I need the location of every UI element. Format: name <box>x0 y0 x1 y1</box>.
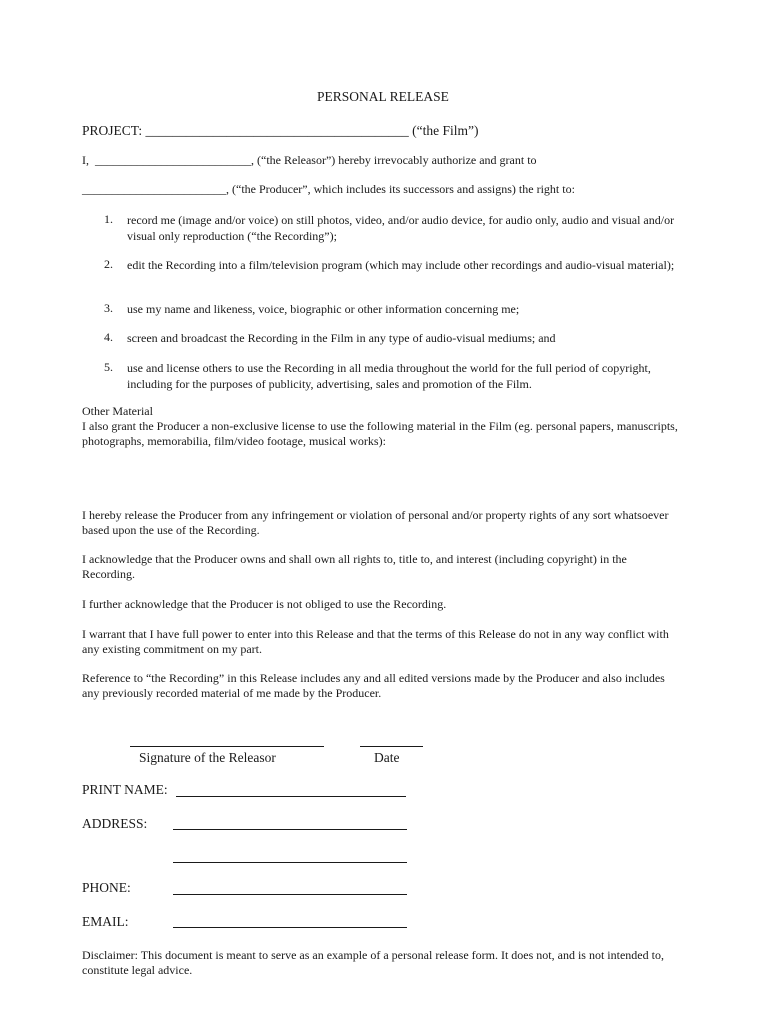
producer-blank[interactable]: ________________________ <box>82 182 226 196</box>
obligation-paragraph: I further acknowledge that the Producer is not obliged to use the Recording. <box>82 597 447 611</box>
disclaimer: Disclaimer: This document is meant to serve as an example of a personal release form. It does not, and is not intended to, constitute legal advice. <box>82 948 664 977</box>
list-item: use my name and likeness, voice, biographic or other information concerning me; <box>127 302 520 316</box>
project-suffix: (“the Film”) <box>412 123 479 138</box>
producer-suffix: , (“the Producer”, which includes its successors and assigns) the right to: <box>226 182 575 196</box>
warranty-paragraph: I warrant that I have full power to enter into this Release and that the terms of this Release do not in any way conflict with any existing commitment on my part. <box>82 627 669 656</box>
list-item-number: 4. <box>104 330 113 344</box>
email-field[interactable] <box>173 927 407 928</box>
other-material-text: I also grant the Producer a non-exclusive license to use the following material in the Film (eg. personal papers, manuscripts, photographs, memorabilia, film/video footage, musical works): <box>82 419 678 448</box>
phone-field[interactable] <box>173 894 407 895</box>
ownership-paragraph: I acknowledge that the Producer owns and shall own all rights to, title to, and interest (including copyright) in the Recording. <box>82 552 627 581</box>
releasor-suffix: , (“the Releasor”) hereby irrevocably authorize and grant to <box>251 153 537 167</box>
reference-paragraph: Reference to “the Recording” in this Release includes any and all edited versions made by the Producer and also includes any previously recorded material of me made by the Producer. <box>82 671 665 700</box>
signature-label: Signature of the Releasor <box>139 750 276 765</box>
list-item-number: 1. <box>104 212 113 226</box>
project-label: PROJECT: <box>82 123 143 138</box>
address-field-line-2[interactable] <box>173 862 407 863</box>
phone-label: PHONE: <box>82 880 131 895</box>
list-item-number: 5. <box>104 360 113 374</box>
list-item-number: 3. <box>104 301 113 315</box>
signature-line[interactable] <box>130 746 324 747</box>
list-item-number: 2. <box>104 257 113 271</box>
print-name-label: PRINT NAME: <box>82 782 168 797</box>
date-line[interactable] <box>360 746 423 747</box>
list-item: record me (image and/or voice) on still photos, video, and/or audio device, for audio only, audio and visual and/or visual only reproduction (“the Recording”); <box>127 213 675 243</box>
list-item: screen and broadcast the Recording in the Film in any type of audio-visual mediums; and <box>127 331 556 345</box>
releasor-line <box>82 153 537 168</box>
other-material-heading: Other Material <box>82 404 153 418</box>
project-blank[interactable]: _______________________________________ <box>145 123 409 138</box>
print-name-field[interactable] <box>176 796 406 797</box>
list-item: use and license others to use the Recording in all media throughout the world for the full period of copyright, including for the purposes of publicity, advertising, sales and promotion of the Film. <box>127 361 651 391</box>
address-field-line-1[interactable] <box>173 829 407 830</box>
document-title: PERSONAL RELEASE <box>317 89 449 104</box>
list-item: edit the Recording into a film/television program (which may include other recordings and audio-visual material); <box>127 258 675 272</box>
release-paragraph: I hereby release the Producer from any infringement or violation of personal and/or property rights of any sort whatsoever based upon the use of the Recording. <box>82 508 669 537</box>
email-label: EMAIL: <box>82 914 129 929</box>
address-label: ADDRESS: <box>82 816 148 831</box>
releasor-blank[interactable]: __________________________ <box>95 153 251 167</box>
date-label: Date <box>374 750 400 765</box>
producer-line <box>82 182 575 197</box>
releasor-prefix: I, <box>82 153 89 167</box>
project-line <box>82 123 478 139</box>
